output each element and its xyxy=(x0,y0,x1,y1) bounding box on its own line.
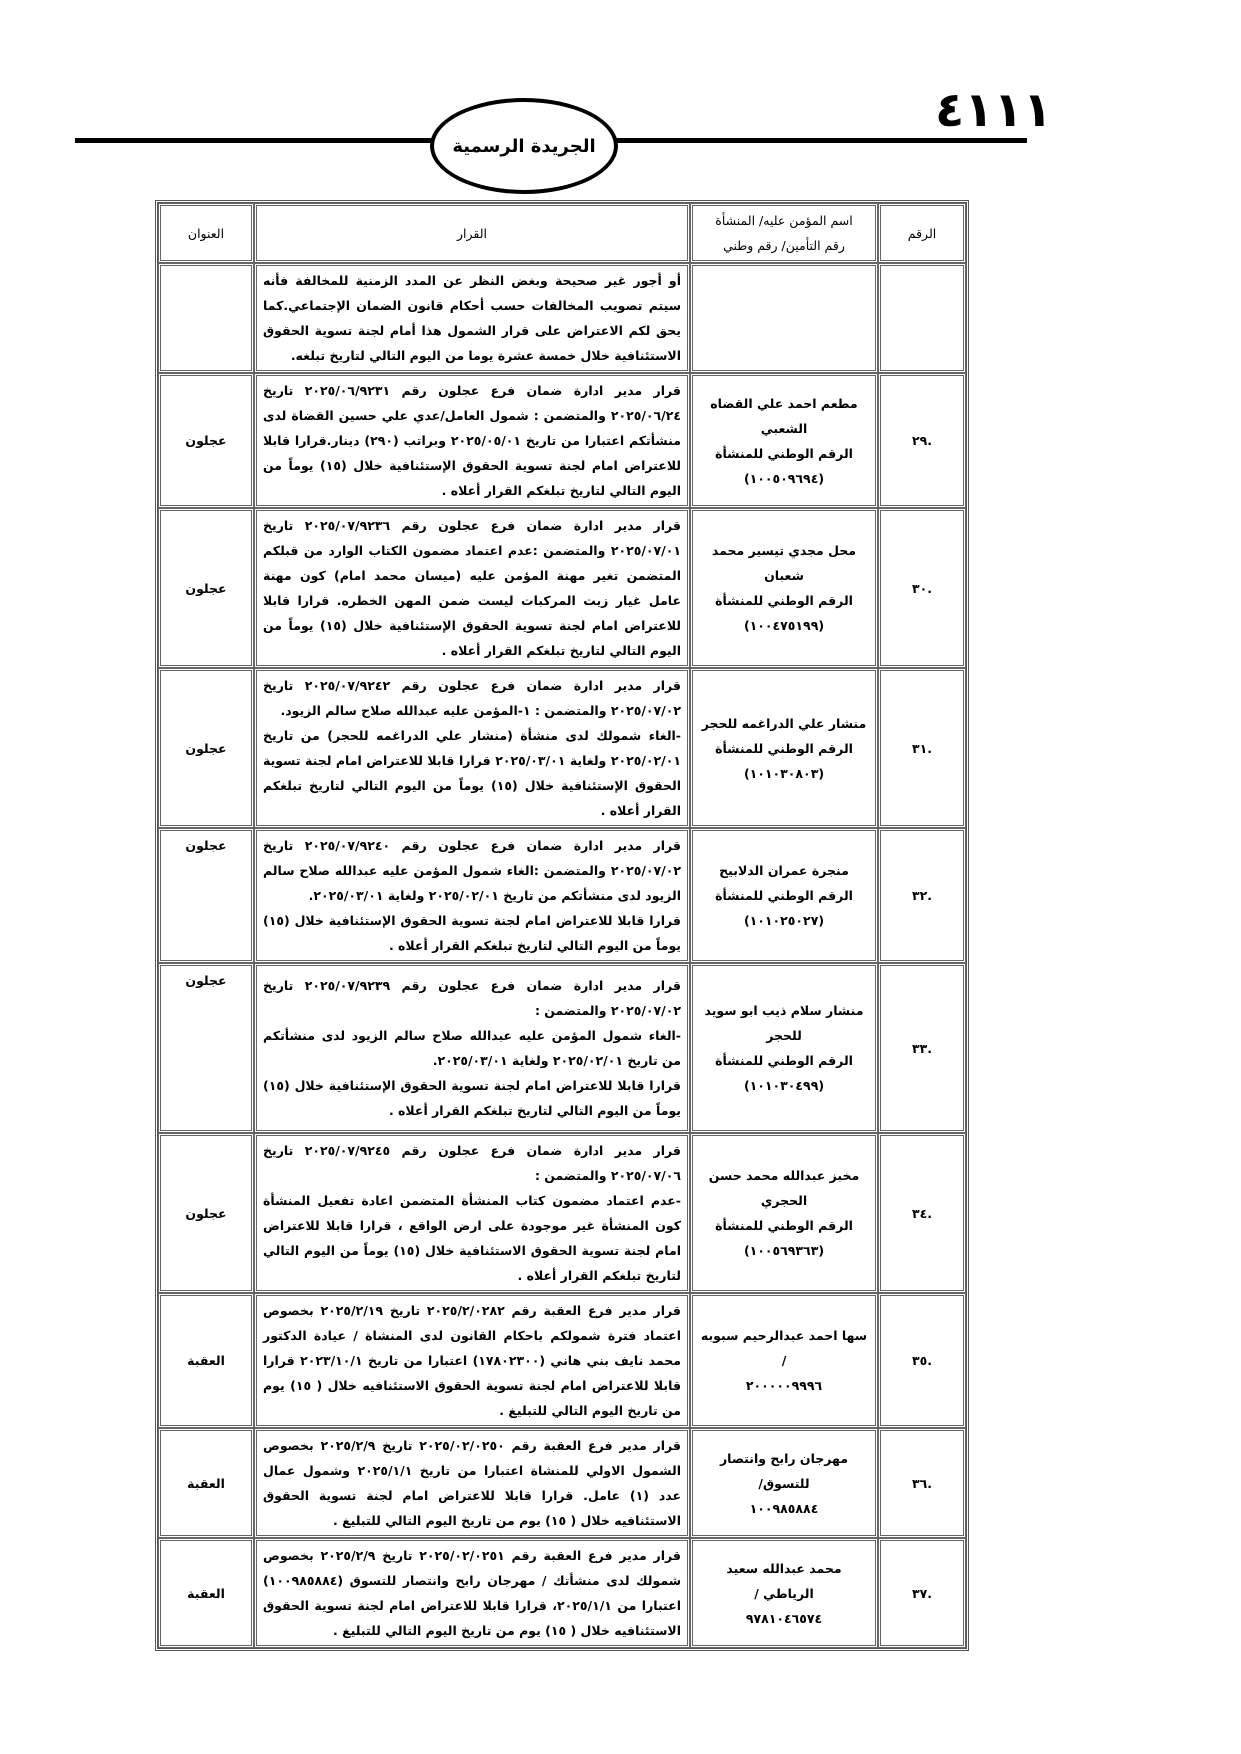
cell-decision: قرار مدير ادارة ضمان فرع عجلون رقم ٢٠٢٥/٠٧/٩٢٤٢ تاريخ ٢٠٢٥/٠٧/٠٢ والمتضمن : ١-المؤمن عليه عبدالله صلاح سالم الزيود. -الغاء شمولك لدى منشأة (منشار علي الدراغمه للحجر) من تاريخ ٢٠٢٥/٠٢/٠١ ولغاية ٢٠٢٥/٠٣/٠١ قرارا قابلا للاعتراض امام لجنة تسوية الحقوق الإستئنافية خلال (١٥) يوماً من اليوم التالي لتاريخ تبلغكم القرار أعلاه . xyxy=(254,668,690,828)
cell-decision: قرار مدير فرع العقبة رقم ٢٠٢٥/٠٢/٠٢٥١ تاريخ ٢٠٢٥/٢/٩ بخصوص شمولك لدى منشأتك / مهرجان رابح وانتصار للتسوق (١٠٠٩٨٥٨٨٤) اعتبارا من ٢٠٢٥/١/١، قرارا قابلا للاعتراض امام لجنة تسوية الحقوق الاستئنافيه خلال ( ١٥) يوم من تاريخ اليوم التالي للتبليغ . xyxy=(254,1538,690,1648)
table-row xyxy=(158,963,966,1133)
cell-decision: قرار مدير فرع العقبة رقم ٢٠٢٥/٢/٠٢٨٢ تاريخ ٢٠٢٥/٢/١٩ بخصوص اعتماد فترة شمولكم باحكام القانون لدى المنشاة / عيادة الدكتور محمد نايف بني هاني (١٧٨٠٢٣٠٠) اعتبارا من تاريخ ٢٠٢٣/١٠/١ قرارا قابلا للاعتراض امام لجنة تسوية الحقوق الاستئنافيه خلال ( ١٥) يوم من تاريخ اليوم التالي للتبليغ . xyxy=(254,1293,690,1428)
cell-decision: قرار مدير ادارة ضمان فرع عجلون رقم ٢٠٢٥/٠٦/٩٢٣١ تاريخ ٢٠٢٥/٠٦/٢٤ والمتضمن : شمول العامل/عدي علي حسين القضاة لدى منشأتكم اعتبارا من تاريخ ٢٠٢٥/٠٥/٠١ وبراتب (٢٩٠) دينار.قرارا قابلا للاعتراض امام لجنة تسوية الحقوق الإستئنافية خلال (١٥) يوماً من اليوم التالي لتاريخ تبلغكم القرار أعلاه . xyxy=(254,373,690,508)
cell-address: عجلون xyxy=(158,668,254,828)
cell-name: منشار سلام ذيب ابو سويد للحجر الرقم الوطني للمنشأة (١٠١٠٣٠٤٩٩) xyxy=(690,963,878,1133)
cell-address: العقبة xyxy=(158,1293,254,1428)
cell-address: عجلون xyxy=(158,1133,254,1293)
cell-number: .٣٤ xyxy=(878,1133,966,1293)
cell-number: .٣٧ xyxy=(878,1538,966,1648)
cell-address: عجلون xyxy=(158,508,254,668)
cell-decision: قرار مدير ادارة ضمان فرع عجلون رقم ٢٠٢٥/٠٧/٩٢٤٠ تاريخ ٢٠٢٥/٠٧/٠٢ والمتضمن :الغاء شمول المؤمن عليه عبدالله صلاح سالم الزيود لدى منشأتكم من تاريخ ٢٠٢٥/٠٢/٠١ ولغاية ٢٠٢٥/٠٣/٠١. قرارا قابلا للاعتراض امام لجنة تسوية الحقوق الإستئنافية خلال (١٥) يوماً من اليوم التالي لتاريخ تبلغكم القرار أعلاه . xyxy=(254,828,690,963)
cell-number xyxy=(878,263,966,373)
table-row xyxy=(158,263,966,373)
cell-number: .٣٠ xyxy=(878,508,966,668)
cell-name: مخبز عبدالله محمد حسن الحجري الرقم الوطني للمنشأة (١٠٠٥٦٩٣٦٣) xyxy=(690,1133,878,1293)
decisions-table xyxy=(155,200,969,1651)
table-row xyxy=(158,1133,966,1293)
cell-address: عجلون xyxy=(158,963,254,1133)
cell-address xyxy=(158,263,254,373)
cell-number: .٣٢ xyxy=(878,828,966,963)
cell-name: منجرة عمران الدلابيح الرقم الوطني للمنشأة (١٠١٠٢٥٠٢٧) xyxy=(690,828,878,963)
cell-name: مطعم احمد علي القضاه الشعبي الرقم الوطني للمنشأة (١٠٠٥٠٩٦٩٤) xyxy=(690,373,878,508)
header-name: اسم المؤمن عليه/ المنشأة رقم التأمين/ رقم وطني xyxy=(690,203,878,263)
table-row xyxy=(158,1428,966,1538)
cell-name: مهرجان رابح وانتصار للتسوق/ ١٠٠٩٨٥٨٨٤ xyxy=(690,1428,878,1538)
cell-address: العقبة xyxy=(158,1428,254,1538)
cell-decision: قرار مدير ادارة ضمان فرع عجلون رقم ٢٠٢٥/٠٧/٩٢٤٥ تاريخ ٢٠٢٥/٠٧/٠٦ والمتضمن : -عدم اعتماد مضمون كتاب المنشأة المتضمن اعادة تفعيل المنشأة كون المنشأة غير موجودة على ارض الواقع ، قرارا قابلا للاعتراض امام لجنة تسوية الحقوق الاستئنافية خلال (١٥) يوماً من اليوم التالي لتاريخ تبلغكم القرار أعلاه . xyxy=(254,1133,690,1293)
header-address: العنوان xyxy=(158,203,254,263)
cell-number: .٣١ xyxy=(878,668,966,828)
cell-name: منشار علي الدراغمه للحجر الرقم الوطني للمنشأة (١٠١٠٣٠٨٠٣) xyxy=(690,668,878,828)
cell-decision: قرار مدير فرع العقبة رقم ٢٠٢٥/٠٢/٠٢٥٠ تاريخ ٢٠٢٥/٢/٩ بخصوص الشمول الاولي للمنشاة اعتبارا من تاريخ ٢٠٢٥/١/١ وشمول عمال عدد (١) عامل. قرارا قابلا للاعتراض امام لجنة تسوية الحقوق الاستئنافيه خلال ( ١٥) يوم من تاريخ اليوم التالي للتبليغ . xyxy=(254,1428,690,1538)
cell-decision: أو أجور غير صحيحة وبغض النظر عن المدد الزمنية للمخالفة فأنه سيتم تصويب المخالفات حسب أحكام قانون الضمان الإجتماعي.كما يحق لكم الاعتراض على قرار الشمول هذا أمام لجنة تسوية الحقوق الاستئنافية خلال خمسة عشرة يوما من اليوم التالي لتاريخ تبلغه. xyxy=(254,263,690,373)
table-row xyxy=(158,508,966,668)
cell-decision: قرار مدير ادارة ضمان فرع عجلون رقم ٢٠٢٥/٠٧/٩٢٣٦ تاريخ ٢٠٢٥/٠٧/٠١ والمتضمن :عدم اعتماد مضمون الكتاب الوارد من قبلكم المتضمن تغير مهنة المؤمن عليه (ميسان محمد امام) كون مهنة عامل غيار زيت المركبات ليست ضمن المهن الخطره. قرارا قابلا للاعتراض امام لجنة تسوية الحقوق الإستئنافية خلال (١٥) يوماً من اليوم التالي لتاريخ تبلغكم القرار أعلاه . xyxy=(254,508,690,668)
table-header-row xyxy=(158,203,966,263)
cell-name xyxy=(690,263,878,373)
page-number: ٤١١١ xyxy=(935,82,1053,138)
cell-decision: قرار مدير ادارة ضمان فرع عجلون رقم ٢٠٢٥/٠٧/٩٢٣٩ تاريخ ٢٠٢٥/٠٧/٠٢ والمتضمن : -الغاء شمول المؤمن عليه عبدالله صلاح سالم الزيود لدى منشأتكم من تاريخ ٢٠٢٥/٠٢/٠١ ولغاية ٢٠٢٥/٠٣/٠١. قرارا قابلا للاعتراض امام لجنة تسوية الحقوق الإستئنافية خلال (١٥) يوماً من اليوم التالي لتاريخ تبلغكم القرار أعلاه . xyxy=(254,963,690,1133)
table-row xyxy=(158,373,966,508)
header-number: الرقم xyxy=(878,203,966,263)
table-row xyxy=(158,828,966,963)
table-row xyxy=(158,1293,966,1428)
cell-address: العقبة xyxy=(158,1538,254,1648)
cell-number: .٣٥ xyxy=(878,1293,966,1428)
cell-address: عجلون xyxy=(158,828,254,963)
cell-number: .٢٩ xyxy=(878,373,966,508)
table-row xyxy=(158,668,966,828)
cell-name: سها احمد عبدالرحيم سبوبه / ٢٠٠٠٠٠٩٩٩٦ xyxy=(690,1293,878,1428)
table-row xyxy=(158,1538,966,1648)
cell-number: .٣٣ xyxy=(878,963,966,1133)
header-decision: القرار xyxy=(254,203,690,263)
cell-number: .٣٦ xyxy=(878,1428,966,1538)
cell-address: عجلون xyxy=(158,373,254,508)
cell-name: محمد عبدالله سعيد الرياطي / ٩٧٨١٠٤٦٥٧٤ xyxy=(690,1538,878,1648)
gazette-title: الجريدة الرسمية xyxy=(430,98,618,194)
cell-name: محل مجدي تيسير محمد شعبان الرقم الوطني للمنشأة (١٠٠٤٧٥١٩٩) xyxy=(690,508,878,668)
